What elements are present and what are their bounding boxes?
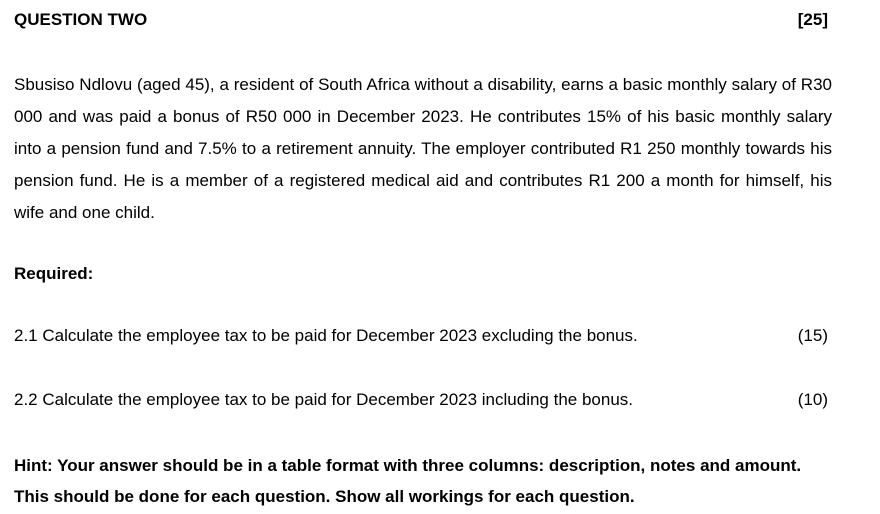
sub-question-text: 2.1 Calculate the employee tax to be paid for December 2023 excluding the bonus. <box>14 326 638 345</box>
total-marks: [25] <box>797 10 828 29</box>
required-label: Required: <box>14 264 94 283</box>
sub-question-marks: (10) <box>797 390 828 409</box>
sub-question-text: 2.2 Calculate the employee tax to be paid for December 2023 including the bonus. <box>14 390 634 409</box>
sub-question-2-1 <box>14 326 828 346</box>
scenario-paragraph: Sbusiso Ndlovu (aged 45), a resident of South Africa without a disability, earns a basic monthly salary of R30 000 and was paid a bonus of R50 000 in December 2023. He contributes 15% of his basic monthly salary into a pension fund and 7.5% to a retirement annuity. The employer contributed R1 250 monthly towards his pension fund. He is a member of a registered medical aid and contributes R1 200 a month for himself, his wife and one child. <box>14 75 832 222</box>
hint-text: Hint: Your answer should be in a table format with three columns: description, notes and amount. This should be done for each question. Show all workings for each question. <box>14 456 802 506</box>
question-header <box>14 10 828 30</box>
sub-question-2-2 <box>14 390 828 410</box>
question-title: QUESTION TWO <box>14 10 148 29</box>
sub-question-marks: (15) <box>797 326 828 345</box>
